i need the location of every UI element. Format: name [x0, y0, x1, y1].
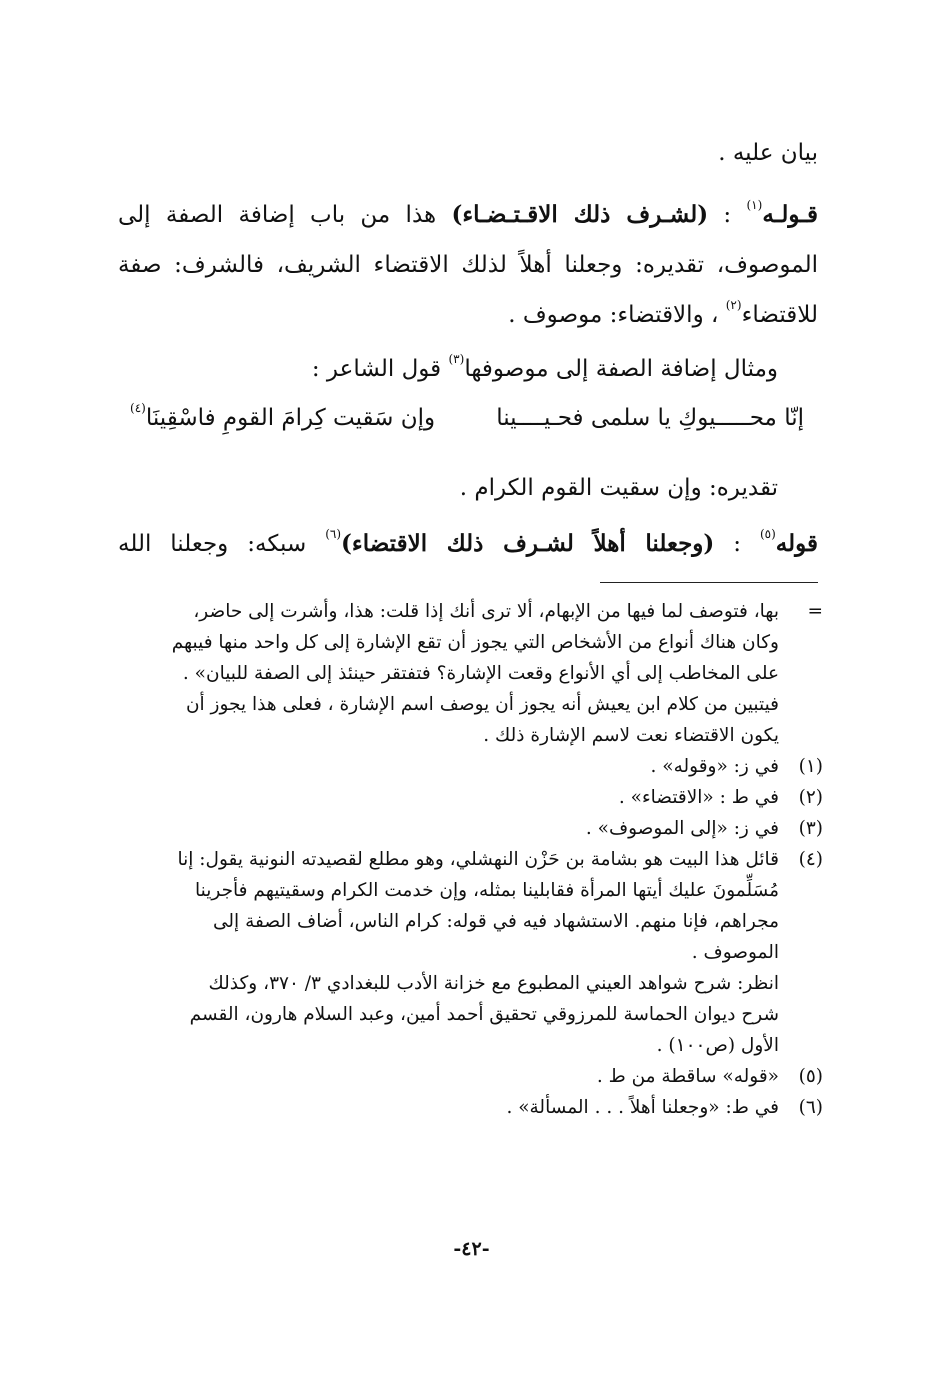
footnote-3 — [118, 813, 823, 844]
footnotes — [118, 596, 823, 1123]
verse-second-hemistich — [130, 401, 436, 431]
footnote-ref: (٣) — [448, 352, 465, 367]
footnote-line: في ز: «إلى الموصوف» . — [585, 818, 779, 839]
quoted-phrase: (لشـرف ذلك الاقـتـضـاء) — [451, 201, 709, 228]
continuation-mark: = — [807, 601, 823, 622]
footnote-line: في ط: «وجعلنا أهلاً . . . المسألة» . — [506, 1097, 779, 1118]
footnote-number: (١) — [798, 756, 823, 777]
footnote-line: يكون الاقتضاء نعت لاسم الإشارة ذلك . — [483, 725, 779, 746]
footnote-line: انظر: شرح شواهد العيني المطبوع مع خزانة الأدب للبغدادي ٣/ ٣٧٠، وكذلك — [208, 973, 779, 994]
footnote-line: فيتبين من كلام ابن يعيش أنه يجوز أن يوصف اسم الإشارة ، فعلى هذا يجوز أن — [185, 694, 779, 715]
footnote-line: مُسَلِّمونَ عليك أيتها المرأة فقابلينا بمثله، وإن خدمت الكرام وسقيتيهم فأجرينا — [195, 880, 779, 901]
footnote-continuation — [118, 596, 823, 751]
main-text — [118, 128, 818, 394]
footnote-4 — [118, 844, 823, 1061]
footnote-6 — [118, 1092, 823, 1123]
footnote-ref: (٢) — [725, 298, 742, 313]
page-number: -٤٢- — [453, 1238, 490, 1260]
footnote-ref: (١) — [746, 198, 763, 213]
text-run: قول الشاعر : — [311, 356, 449, 382]
footnote-1 — [118, 751, 823, 782]
separator: : — [708, 202, 747, 228]
separator: : — [714, 531, 760, 557]
text-line-4 — [118, 290, 818, 340]
footnote-ref: (٤) — [130, 401, 146, 416]
footnote-line: الموصوف . — [691, 942, 779, 963]
footnote-ref: (٦) — [325, 527, 342, 542]
text-run: ، والاقتضاء: موصوف . — [508, 302, 726, 328]
footnote-line: شرح ديوان الحماسة للمرزوقي تحقيق أحمد أمين، وعبد السلام هارون، القسم — [189, 1004, 779, 1025]
footnote-ref: (٥) — [759, 527, 776, 542]
quoted-word: قـولـه — [762, 201, 819, 228]
main-text-continued — [118, 463, 818, 569]
footnote-line: «قوله» ساقطة من ط . — [596, 1066, 779, 1087]
footnote-line: وكان هناك أنواع من الأشخاص التي يجوز أن تقع الإشارة إلى كل واحد منها فيبهم — [171, 632, 779, 653]
text-line-8 — [118, 519, 818, 569]
footnote-number: (٢) — [798, 787, 823, 808]
footnote-5 — [118, 1061, 823, 1092]
text-run: وإن سَقيت كِرامَ القومِ فاسْقِينَا — [145, 405, 436, 431]
quoted-phrase: (وجعلنا أهلاً لشـرف ذلك الاقتضاء) — [341, 530, 715, 557]
footnote-line: في ط : «الاقتضاء» . — [618, 787, 779, 808]
poetry-verse — [118, 401, 818, 455]
footnote-line: مجراهم، فإنا منهم. الاستشهاد فيه في قوله: كرام الناس، أضاف الصفة إلى — [213, 911, 779, 932]
footnote-line: قائل هذا البيت هو بشامة بن حَزْن النهشلي، وهو مطلع لقصيدته النونية يقول: إنا — [177, 849, 779, 870]
text-line-3: الموصوف، تقديره: وجعلنا أهلاً لذلك الاقتضاء الشريف، فالشرف: صفة — [118, 252, 818, 278]
footnote-line: على المخاطب إلى أي الأنواع وقعت الإشارة؟ فتفتقر حينئذ إلى الصفة للبيان» . — [182, 663, 779, 684]
footnote-line: الأول (ص١٠٠) . — [656, 1035, 779, 1056]
footnote-number: (٤) — [798, 849, 823, 870]
footnote-number: (٦) — [798, 1097, 823, 1118]
text-line-1: بيان عليه . — [718, 140, 818, 166]
text-run: هذا من باب إضافة الصفة إلى — [118, 202, 452, 228]
footnote-2 — [118, 782, 823, 813]
quoted-word: قوله — [775, 530, 818, 557]
text-line-7: تقديره: وإن سقيت القوم الكرام . — [459, 475, 778, 501]
text-run: للاقتضاء — [741, 302, 818, 328]
text-line-5 — [118, 344, 818, 394]
text-run: ومثال إضافة الصفة إلى موصوفها — [464, 356, 778, 382]
footnote-line: بها، فتوصف لما فيها من الإبهام، ألا ترى أنك إذا قلت: هذا، وأشرت إلى حاضر، — [193, 601, 779, 622]
text-run: سبكه: وجعلنا الله — [118, 531, 326, 557]
footnote-line: في ز: «وقوله» . — [650, 756, 779, 777]
footnote-separator — [600, 582, 818, 583]
footnote-number: (٥) — [798, 1066, 823, 1087]
footnote-number: (٣) — [798, 818, 823, 839]
text-line-2 — [118, 190, 818, 240]
verse-first-hemistich: إنّا محـــــيوكِ يا سلمى فحـيــــينا — [496, 405, 804, 431]
